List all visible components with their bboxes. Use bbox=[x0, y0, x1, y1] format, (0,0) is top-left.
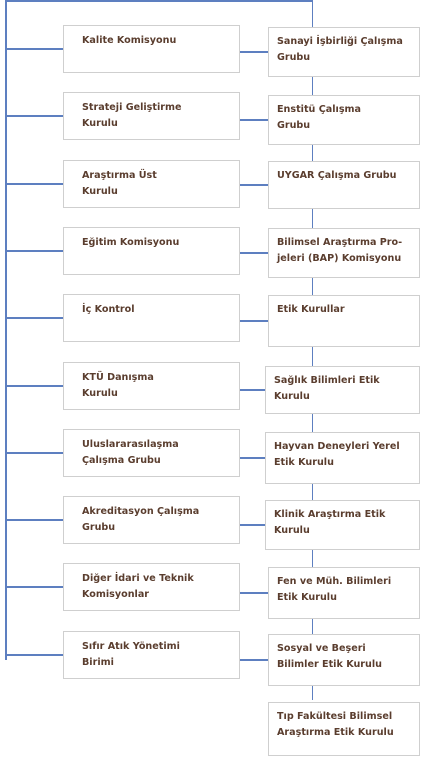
left-box-label: Eğitim Komisyonu bbox=[82, 237, 180, 248]
left-branch-line bbox=[7, 48, 63, 50]
right-box-label: Etik Kurullar bbox=[277, 304, 345, 315]
right-branch-line bbox=[240, 119, 268, 121]
right-box-label: Hayvan Deneyleri Yerel Etik Kurulu bbox=[274, 441, 400, 468]
left-box-label: İç Kontrol bbox=[82, 304, 135, 315]
left-box-label: Diğer İdari ve Teknik Komisyonlar bbox=[82, 573, 194, 600]
right-branch-line bbox=[240, 659, 268, 661]
left-spine-line bbox=[5, 0, 7, 660]
right-branch-line bbox=[240, 389, 265, 391]
right-box-label: Klinik Araştırma Etik Kurulu bbox=[274, 509, 386, 536]
right-box-label: Sağlık Bilimleri Etik Kurulu bbox=[274, 375, 380, 402]
right-box-label: Tıp Fakültesi Bilimsel Araştırma Etik Kurulu bbox=[277, 711, 394, 738]
left-box-label: Sıfır Atık Yönetimi Birimi bbox=[82, 641, 180, 668]
left-box-label: Araştırma Üst Kurulu bbox=[82, 170, 157, 197]
right-box bbox=[268, 95, 420, 145]
right-box bbox=[265, 500, 420, 550]
right-box-label: Sanayi İşbirliği Çalışma Grubu bbox=[277, 36, 403, 63]
right-branch-line bbox=[240, 252, 268, 254]
right-branch-line bbox=[240, 184, 268, 186]
left-branch-line bbox=[7, 452, 63, 454]
left-box-label: Strateji Geliştirme Kurulu bbox=[82, 102, 182, 129]
left-box bbox=[63, 227, 240, 275]
right-box bbox=[268, 702, 420, 756]
right-box bbox=[265, 366, 420, 414]
right-box-label: Enstitü Çalışma Grubu bbox=[277, 104, 361, 131]
left-branch-line bbox=[7, 115, 63, 117]
left-box bbox=[63, 563, 240, 611]
left-box bbox=[63, 429, 240, 477]
left-box bbox=[63, 496, 240, 544]
top-connector-line bbox=[5, 0, 312, 2]
left-box bbox=[63, 294, 240, 342]
right-box bbox=[268, 161, 420, 209]
left-branch-line bbox=[7, 250, 63, 252]
left-box bbox=[63, 92, 240, 140]
left-branch-line bbox=[7, 654, 63, 656]
right-box bbox=[268, 228, 420, 278]
right-branch-line bbox=[240, 524, 265, 526]
left-branch-line bbox=[7, 317, 63, 319]
left-branch-line bbox=[7, 183, 63, 185]
right-box bbox=[268, 27, 420, 77]
left-box-label: Akreditasyon Çalışma Grubu bbox=[82, 506, 200, 533]
right-box-label: Fen ve Müh. Bilimleri Etik Kurulu bbox=[277, 576, 392, 603]
right-box-label: Bilimsel Araştırma Pro- jeleri (BAP) Komisyonu bbox=[277, 237, 403, 264]
left-box bbox=[63, 160, 240, 208]
left-box bbox=[63, 25, 240, 73]
right-box-label: UYGAR Çalışma Grubu bbox=[277, 170, 397, 181]
right-branch-line bbox=[240, 320, 268, 322]
right-branch-line bbox=[240, 592, 268, 594]
left-box-label: Uluslararasılaşma Çalışma Grubu bbox=[82, 439, 179, 466]
right-branch-line bbox=[240, 51, 268, 53]
right-box bbox=[265, 432, 420, 484]
left-branch-line bbox=[7, 519, 63, 521]
right-box bbox=[268, 567, 420, 619]
left-branch-line bbox=[7, 586, 63, 588]
left-box-label: Kalite Komisyonu bbox=[82, 35, 177, 46]
right-branch-line bbox=[240, 457, 265, 459]
right-box bbox=[268, 295, 420, 347]
left-branch-line bbox=[7, 385, 63, 387]
right-box-label: Sosyal ve Beşeri Bilimler Etik Kurulu bbox=[277, 643, 382, 670]
right-box bbox=[268, 634, 420, 686]
left-box-label: KTÜ Danışma Kurulu bbox=[82, 372, 154, 399]
left-box bbox=[63, 631, 240, 679]
left-box bbox=[63, 362, 240, 410]
